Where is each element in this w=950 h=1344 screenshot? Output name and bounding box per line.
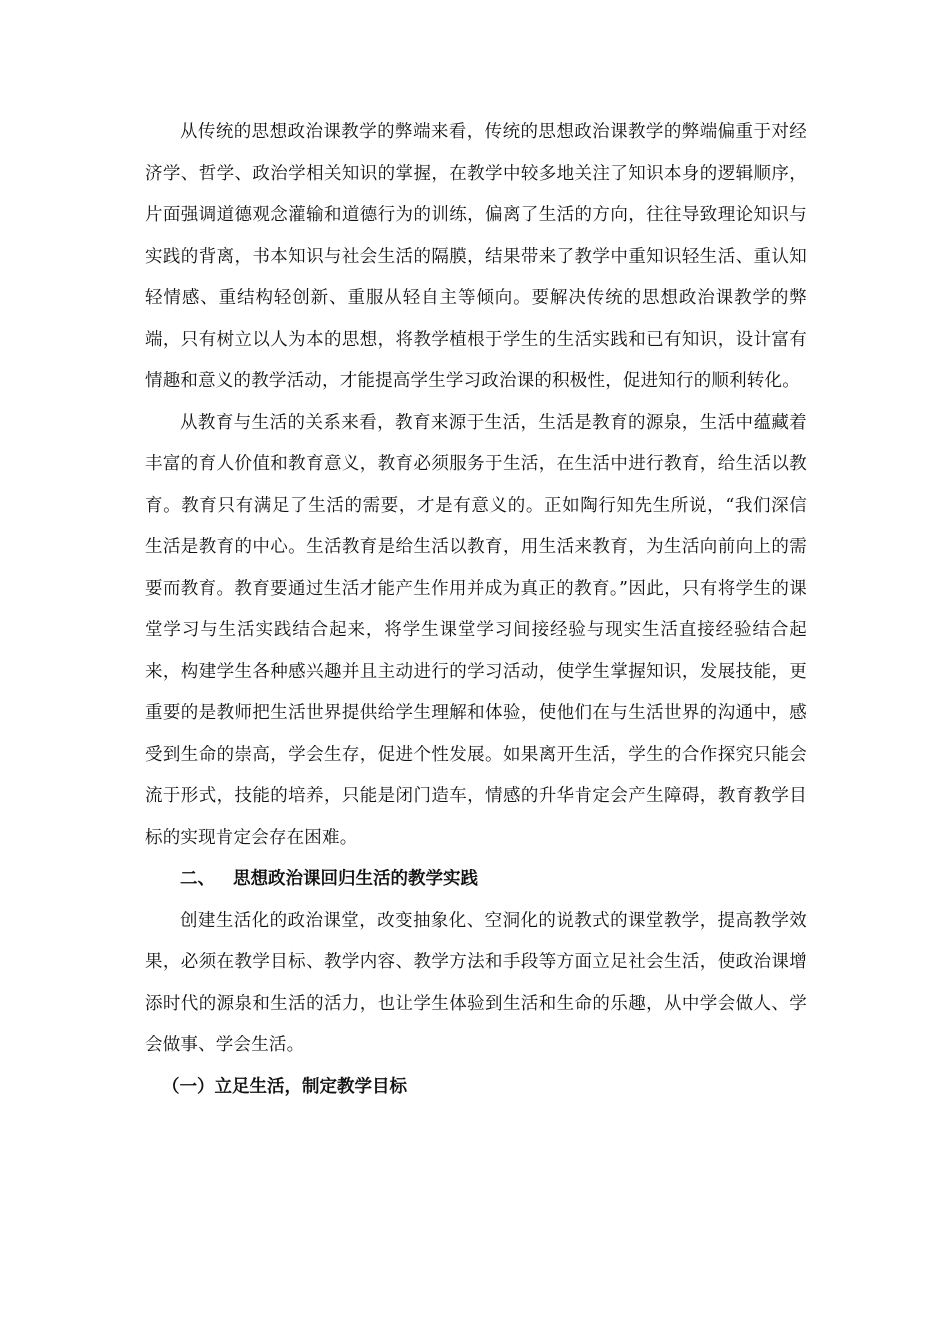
section-number: 二、 [180,869,215,889]
document-body [145,112,807,1108]
section-title: 思想政治课回归生活的教学实践 [233,869,478,889]
paragraph-traditional-drawbacks: 从传统的思想政治课教学的弊端来看，传统的思想政治课教学的弊端偏重于对经济学、哲学、政治学相关知识的掌握，在教学中较多地关注了知识本身的逻辑顺序，片面强调道德观念灌输和道德行为的训练，偏离了生活的方向，往往导致理论知识与实践的背离，书本知识与社会生活的隔膜，结果带来了教学中重知识轻生活、重认知轻情感、重结构轻创新、重服从轻自主等倾向。要解决传统的思想政治课教学的弊端，只有树立以人为本的思想，将教学植根于学生的生活实践和已有知识，设计富有情趣和意义的教学活动，才能提高学生学习政治课的积极性，促进知行的顺利转化。 [145,122,807,391]
section-heading-2 [145,859,807,901]
paragraph-life-classroom: 创建生活化的政治课堂，改变抽象化、空洞化的说教式的课堂教学，提高教学效果，必须在教学目标、教学内容、教学方法和手段等方面立足社会生活，使政治课增添时代的源泉和生活的活力，也让学生体验到生活和生命的乐趣，从中学会做人、学会做事、学会生活。 [145,910,807,1055]
paragraph-education-life-relation: 从教育与生活的关系来看，教育来源于生活，生活是教育的源泉，生活中蕴藏着丰富的育人价值和教育意义，教育必须服务于生活，在生活中进行教育，给生活以教育。教育只有满足了生活的需要，才是有意义的。正如陶行知先生所说，“我们深信生活是教育的中心。生活教育是给生活以教育，用生活来教育，为生活向前向上的需要而教育。教育要通过生活才能产生作用并成为真正的教育。”因此，只有将学生的课堂学习与生活实践结合起来，将学生课堂学习间接经验与现实生活直接经验结合起来，构建学生各种感兴趣并且主动进行的学习活动，使学生掌握知识，发展技能，更重要的是教师把生活世界提供给学生理解和体验，使他们在与生活世界的沟通中，感受到生命的崇高，学会生存，促进个性发展。如果离开生活，学生的合作探究只能会流于形式，技能的培养，只能是闭门造车，情感的升华肯定会产生障碍，教育教学目标的实现肯定会存在困难。 [145,412,807,848]
subsection-heading-1: （一）立足生活，制定教学目标 [162,1076,407,1097]
